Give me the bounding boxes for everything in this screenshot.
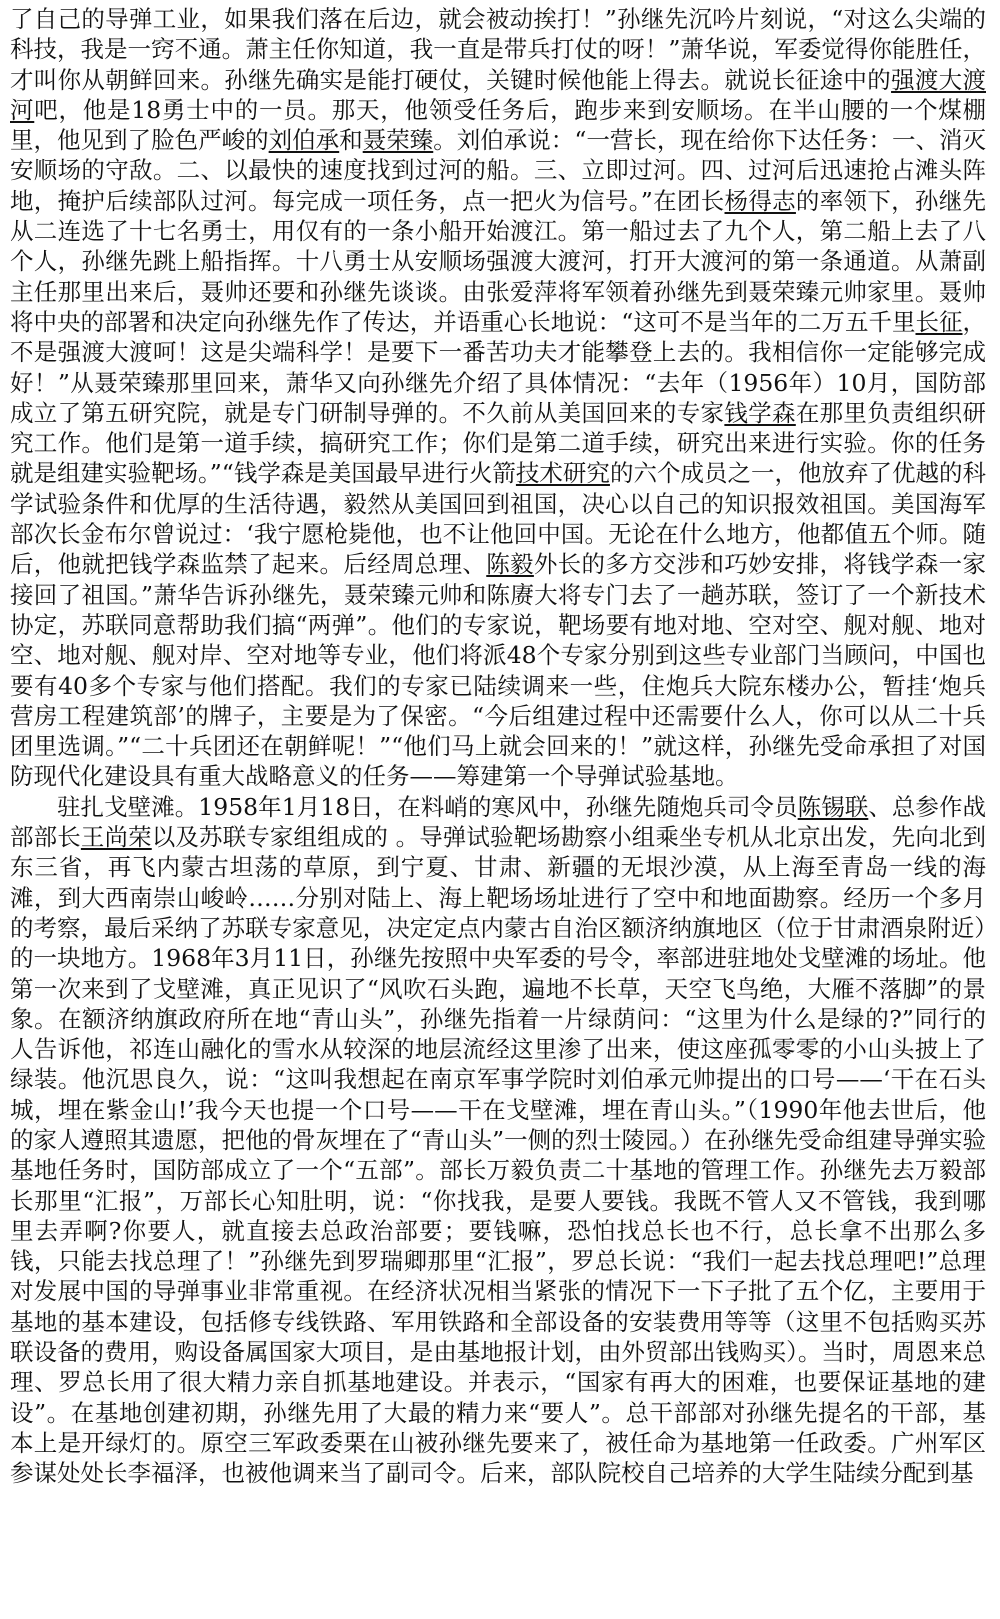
text-run: 了自己的导弹工业，如果我们落在后边，就会被动挨打！”孙继先沉吟片刻说，“对这么尖端的科技，我是一窍不通。萧主任你知道，我一直是带兵打仗的呀！”萧华说，军委觉得你能胜任，才叫你从朝鲜回来。孙继先确实是能打硬仗，关键时候他能上得去。就说长征途中的: [10, 5, 986, 94]
text-run: 在那里负责组织研究工作。他们是第一道手续，搞研究工作；你们是第二道手续，研究出来进行实验。你的任务就是组建实验靶场。”“钱学森是美国最早进行火箭: [10, 398, 986, 488]
hyperlink-changzheng[interactable]: 长征: [915, 307, 963, 336]
text-run: 。刘伯承说：“一营长，现在给你下达任务：一、消灭安顺场的守敌。二、以最快的速度找到过河的船。三、立即过河。四、过河后迅速抢占滩头阵地，掩护后续部队过河。每完成一项任务，点一把火为信号。”在团长: [10, 126, 987, 215]
text-run: 、总参作战部部长: [10, 792, 987, 852]
text-run: 和: [339, 126, 363, 155]
text-run: 以及苏联专家组组成的 。导弹试验靶场勘察小组乘坐专机从北京出发，先向北到东三省，再飞内蒙古坦荡的草原，到宁夏、甘肃、新疆的无垠沙漠，从上海至青岛一线的海滩，到大西南崇山峻岭……分别对陆上、海上靶场场址进行了空中和地面勘察。经历一个多月的考察，最后采纳了苏联专家意见，决定定点内蒙古自治区额济纳旗地区（位于甘肃酒泉附近）的一块地方。1968年3月11日，孙继先按照中央军委的号令，率部进驻地处戈壁滩的场址。他第一次来到了戈壁滩，真正见识了“风吹石头跑，遍地不长草，天空飞鸟绝，大雁不落脚”的景象。在额济纳旗政府所在地“青山头”，孙继先指着一片绿荫问：“这里为什么是绿的?”同行的人告诉他，祁连山融化的雪水从较深的地层流经这里渗了出来，使这座孤零零的小山头披上了绿装。他沉思良久，说：“这叫我想起在南京军事学院时刘伯承元帅提出的口号——‘干在石头城，埋在紫金山!’我今天也提一个口号——干在戈壁滩，埋在青山头。”（1990年他去世后，他的家人遵照其遗愿，把他的骨灰埋在了“青山头”一侧的烈士陵园。）在孙继先受命组建导弹实验基地任务时，国防部成立了一个“五部”。部长万毅负责二十基地的管理工作。孙继先去万毅部长那里“汇报”，万部长心知肚明，说：“你找我，是要人要钱。我既不管人又不管钱，我到哪里去弄啊?你要人，就直接去总政治部要；要钱嘛，恐怕找总长也不行，总长拿不出那么多钱，只能去找总理了！”孙继先到罗瑞卿那里“汇报”，罗总长说：“我们一起去找总理吧!”总理对发展中国的导弹事业非常重视。在经济状况相当紧张的情况下一下子批了五个亿，主要用于基地的基本建设，包括修专线铁路、军用铁路和全部设备的安装费用等等（这里不包括购买苏联设备的费用，购设备属国家大项目，是由基地报计划，由外贸部出钱购买）。当时，周恩来总理、罗总长用了很大精力亲自抓基地建设。并表示，“国家有再大的困难，也要保证基地的建设”。在基地创建初期，孙继先用了大最的精力来“要人”。总干部部对孙继先提名的干部，基本上是开绿灯的。原空三军政委栗在山被孙继先要来了，被任命为基地第一任政委。广州军区参谋处处长李福泽，也被他调来当了副司令。后来，部队院校自己培养的大学生陆续分配到基: [10, 823, 987, 1488]
hyperlink-qiangdu-daduhe[interactable]: 强渡大渡河: [10, 65, 986, 124]
text-run: 吧，他是18勇士中的一员。那天，他领受任务后，跑步来到安顺场。在半山腰的一个煤棚里，他见到了脸色严峻的: [10, 95, 987, 155]
text-run: 驻扎戈壁滩。1958年1月18日，在料峭的寒风中，孙继先随炮兵司令员: [57, 792, 798, 821]
hyperlink-liu-bocheng[interactable]: 刘伯承: [268, 126, 340, 155]
text-run: 外长的多方交涉和巧妙安排，将钱学森一家接回了祖国。”萧华告诉孙继先，聂荣臻元帅和陈赓大将专门去了一趟苏联，签订了一个新技术协定，苏联同意帮助我们搞“两弹”。他们的专家说，靶场要有地对地、空对空、舰对舰、地对空、地对舰、舰对岸、空对地等专业，他们将派48个专家分别到这些专业部门当顾问，中国也要有40多个专家与他们搭配。我们的专家已陆续调来一些，住炮兵大院东楼办公，暂挂‘炮兵营房工程建筑部’的牌子，主要是为了保密。“今后组建过程中还需要什么人，你可以从二十兵团里选调。”“二十兵团还在朝鲜呢！”“他们马上就会回来的！”就这样，孙继先受命承担了对国防现代化建设具有重大战略意义的任务——筹建第一个导弹试验基地。: [10, 550, 986, 791]
paragraph-2: [10, 792, 986, 1489]
text-run: ，不是强渡大渡呵！这是尖端科学！是要下一番苦功夫才能攀登上去的。我相信你一定能够完成好！”从聂荣臻那里回来，萧华又向孙继先介绍了具体情况：“去年（1956年）10月，国防部成立了第五研究院，就是专门研制导弹的。不久前从美国回来的专家: [10, 307, 987, 427]
hyperlink-yang-dezhi[interactable]: 杨得志: [724, 186, 796, 215]
hyperlink-qian-xuesen[interactable]: 钱学森: [724, 398, 796, 427]
text-run: 的六个成员之一，他放弃了优越的科学试验条件和优厚的生活待遇，毅然从美国回到祖国，决心以自己的知识报效祖国。美国海军部次长金布尔曾说过：‘我宁愿枪毙他，也不让他回中国。无论在什么地方，他都值五个师。随后，他就把钱学森监禁了起来。后经周总理、: [10, 459, 987, 579]
hyperlink-wang-shangrong[interactable]: 王尚荣: [80, 823, 152, 852]
hyperlink-chen-xilian[interactable]: 陈锡联: [797, 792, 869, 821]
text-run: 的率领下，孙继先从二连选了十七名勇士，用仅有的一条小船开始渡江。第一船过去了九个人，第二船上去了八个人，孙继先跳上船指挥。十八勇士从安顺场强渡大渡河，打开大渡河的第一条通道。从萧副主任那里出来后，聂帅还要和孙继先谈谈。由张爱萍将军领着孙继先到聂荣臻元帅家里。聂帅将中央的部署和决定向孙继先作了传达，并语重心长地说：“这可不是当年的二万五千里: [10, 186, 987, 336]
paragraph-1: [10, 4, 986, 792]
hyperlink-jishu-yanjiu[interactable]: 技术研究: [515, 459, 610, 488]
hyperlink-chen-yi[interactable]: 陈毅: [486, 550, 534, 579]
hyperlink-nie-rongzhen[interactable]: 聂荣臻: [362, 126, 434, 155]
